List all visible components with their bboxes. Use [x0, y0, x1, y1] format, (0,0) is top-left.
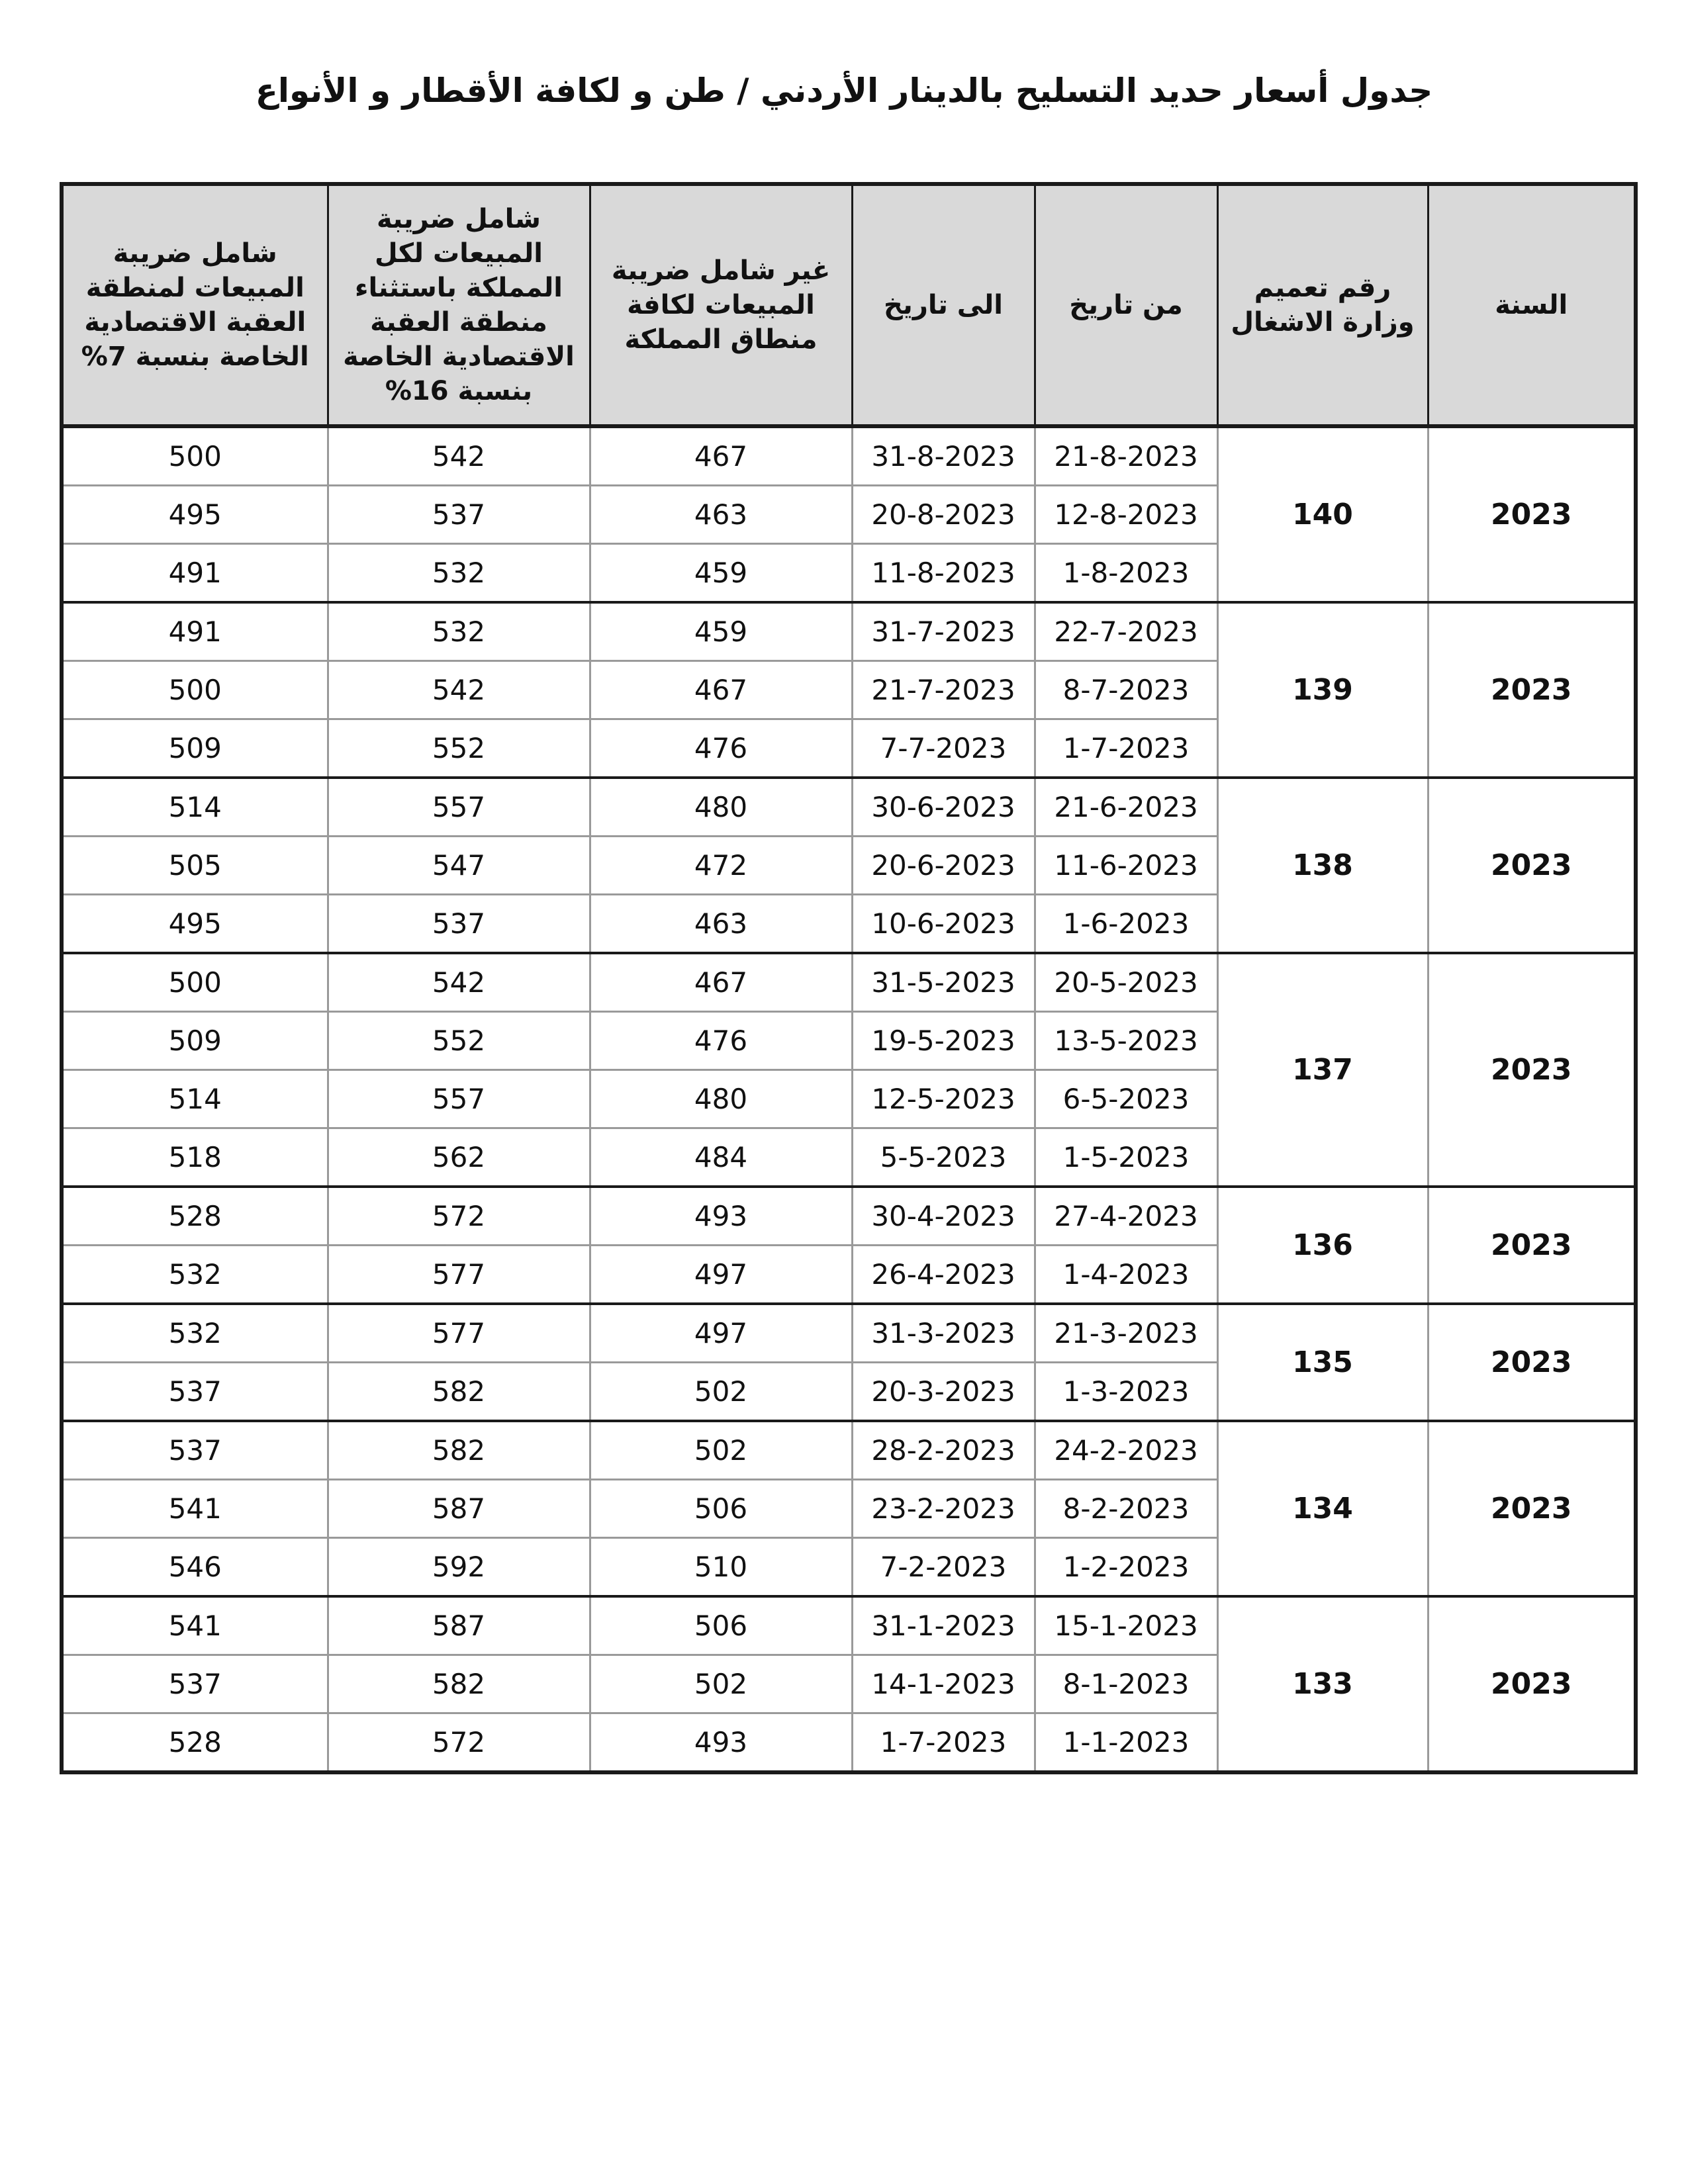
cell-price-tax-7-value: 518	[168, 1141, 222, 1173]
cell-from-date	[1035, 1304, 1217, 1363]
cell-price-tax-7-value: 532	[168, 1258, 222, 1291]
cell-price-tax-7	[62, 1421, 328, 1480]
cell-to-date-value: 31-7-2023	[871, 615, 1015, 648]
cell-price-no-tax-value: 497	[694, 1317, 748, 1349]
cell-to-date	[852, 1363, 1035, 1422]
cell-from-date-value: 8-7-2023	[1062, 674, 1190, 706]
cell-from-date-value: 13-5-2023	[1054, 1024, 1198, 1057]
cell-year: 2023	[1428, 1421, 1636, 1596]
cell-from-date	[1035, 602, 1217, 661]
cell-price-no-tax-value: 510	[694, 1551, 748, 1583]
cell-price-no-tax-value: 493	[694, 1726, 748, 1758]
cell-price-no-tax-value: 480	[694, 1083, 748, 1115]
cell-price-tax-16	[328, 1480, 590, 1538]
cell-from-date	[1035, 837, 1217, 895]
header-price-no-tax: غير شامل ضريبة المبيعات لكافة منطاق المملكة	[590, 184, 852, 426]
header-to-date: الى تاريخ	[852, 184, 1035, 426]
cell-price-no-tax	[590, 1070, 852, 1128]
cell-price-tax-16-value: 577	[432, 1317, 486, 1349]
cell-price-no-tax-value: 467	[694, 966, 748, 999]
cell-to-date	[852, 837, 1035, 895]
cell-price-no-tax-value: 472	[694, 849, 748, 882]
cell-from-date	[1035, 1363, 1217, 1422]
cell-price-tax-16	[328, 1713, 590, 1773]
cell-price-no-tax	[590, 1012, 852, 1070]
cell-price-tax-7	[62, 1187, 328, 1246]
cell-from-date-value: 1-7-2023	[1062, 732, 1190, 764]
cell-price-no-tax	[590, 837, 852, 895]
cell-price-tax-16-value: 542	[432, 966, 486, 999]
cell-circular-number: 138	[1217, 778, 1428, 953]
cell-from-date	[1035, 1596, 1217, 1655]
cell-price-no-tax	[590, 661, 852, 719]
page-title: جدول أسعار حديد التسليح بالدينار الأردني / طن و لكافة الأقطار و الأنواع	[255, 71, 1433, 110]
cell-price-tax-16	[328, 602, 590, 661]
cell-price-tax-16-value: 547	[432, 849, 486, 882]
cell-circular-number: 139	[1217, 602, 1428, 778]
header-price-tax-7: شامل ضريبة المبيعات لمنطقة العقبة الاقتصادية الخاصة بنسبة 7%	[62, 184, 328, 426]
cell-price-no-tax	[590, 953, 852, 1012]
cell-price-tax-7-value: 500	[168, 440, 222, 473]
cell-price-tax-16	[328, 1012, 590, 1070]
cell-price-tax-7-value: 532	[168, 1317, 222, 1349]
cell-from-date-value: 21-8-2023	[1054, 440, 1198, 473]
table-row	[62, 1421, 1636, 1480]
cell-price-no-tax	[590, 1187, 852, 1246]
cell-to-date-value: 20-3-2023	[871, 1375, 1015, 1408]
cell-from-date	[1035, 719, 1217, 778]
cell-price-tax-16-value: 572	[432, 1200, 486, 1232]
cell-circular-number: 140	[1217, 426, 1428, 602]
cell-price-no-tax-value: 484	[694, 1141, 748, 1173]
cell-price-tax-16-value: 537	[432, 907, 486, 940]
cell-price-tax-7	[62, 1655, 328, 1713]
cell-from-date	[1035, 1187, 1217, 1246]
cell-from-date	[1035, 661, 1217, 719]
cell-from-date	[1035, 1538, 1217, 1597]
cell-from-date-value: 1-4-2023	[1062, 1258, 1190, 1291]
cell-price-tax-7-value: 514	[168, 1083, 222, 1115]
cell-price-no-tax-value: 506	[694, 1492, 748, 1525]
cell-price-no-tax-value: 467	[694, 440, 748, 473]
cell-price-no-tax-value: 502	[694, 1668, 748, 1700]
cell-price-tax-7-value: 509	[168, 732, 222, 764]
cell-circular-number: 135	[1217, 1304, 1428, 1421]
cell-from-date	[1035, 778, 1217, 837]
cell-price-tax-16-value: 577	[432, 1258, 486, 1291]
cell-price-tax-7	[62, 895, 328, 954]
cell-to-date	[852, 1538, 1035, 1597]
cell-price-tax-7-value: 514	[168, 791, 222, 823]
cell-price-tax-16	[328, 1187, 590, 1246]
cell-price-tax-16-value: 537	[432, 498, 486, 531]
cell-from-date	[1035, 1421, 1217, 1480]
cell-from-date-value: 21-3-2023	[1054, 1317, 1198, 1349]
cell-price-tax-7-value: 495	[168, 907, 222, 940]
cell-to-date-value: 20-6-2023	[871, 849, 1015, 882]
cell-from-date	[1035, 426, 1217, 486]
cell-price-tax-7-value: 500	[168, 674, 222, 706]
cell-to-date-value: 31-5-2023	[871, 966, 1015, 999]
cell-price-tax-16	[328, 1596, 590, 1655]
cell-from-date-value: 1-5-2023	[1062, 1141, 1190, 1173]
cell-price-no-tax-value: 459	[694, 615, 748, 648]
cell-price-tax-16-value: 572	[432, 1726, 486, 1758]
cell-from-date	[1035, 953, 1217, 1012]
cell-price-no-tax	[590, 719, 852, 778]
cell-price-tax-16	[328, 661, 590, 719]
cell-price-no-tax-value: 476	[694, 732, 748, 764]
cell-to-date-value: 30-6-2023	[871, 791, 1015, 823]
cell-to-date-value: 7-7-2023	[880, 732, 1007, 764]
cell-price-tax-7	[62, 426, 328, 486]
header-price-tax-16: شامل ضريبة المبيعات لكل المملكة باستثناء منطقة العقبة الاقتصادية الخاصة بنسبة 16%	[328, 184, 590, 426]
header-circular: رقم تعميم وزارة الاشغال	[1217, 184, 1428, 426]
cell-price-no-tax-value: 493	[694, 1200, 748, 1232]
cell-to-date-value: 12-5-2023	[871, 1083, 1015, 1115]
cell-circular-number: 137	[1217, 953, 1428, 1187]
cell-price-no-tax-value: 463	[694, 498, 748, 531]
cell-price-tax-16	[328, 1246, 590, 1304]
cell-price-tax-16-value: 582	[432, 1668, 486, 1700]
cell-price-no-tax	[590, 778, 852, 837]
cell-price-tax-16-value: 557	[432, 1083, 486, 1115]
cell-to-date	[852, 661, 1035, 719]
cell-to-date-value: 10-6-2023	[871, 907, 1015, 940]
cell-from-date-value: 15-1-2023	[1054, 1610, 1198, 1642]
cell-price-tax-16	[328, 426, 590, 486]
cell-to-date-value: 14-1-2023	[871, 1668, 1015, 1700]
cell-to-date-value: 31-3-2023	[871, 1317, 1015, 1349]
cell-to-date-value: 23-2-2023	[871, 1492, 1015, 1525]
table-row	[62, 426, 1636, 486]
cell-to-date-value: 20-8-2023	[871, 498, 1015, 531]
cell-to-date	[852, 719, 1035, 778]
cell-year: 2023	[1428, 426, 1636, 602]
cell-year: 2023	[1428, 1304, 1636, 1421]
cell-price-tax-7	[62, 661, 328, 719]
cell-price-no-tax	[590, 1363, 852, 1422]
cell-price-no-tax-value: 506	[694, 1610, 748, 1642]
cell-to-date-value: 21-7-2023	[871, 674, 1015, 706]
cell-price-no-tax	[590, 1246, 852, 1304]
cell-year: 2023	[1428, 1187, 1636, 1304]
cell-price-tax-7-value: 528	[168, 1726, 222, 1758]
cell-to-date	[852, 602, 1035, 661]
cell-year: 2023	[1428, 953, 1636, 1187]
table-row	[62, 602, 1636, 661]
cell-price-tax-16	[328, 953, 590, 1012]
cell-price-tax-16-value: 532	[432, 615, 486, 648]
cell-price-tax-16	[328, 544, 590, 603]
cell-to-date	[852, 486, 1035, 544]
table-row	[62, 953, 1636, 1012]
price-table	[60, 182, 1638, 1774]
cell-circular-number: 136	[1217, 1187, 1428, 1304]
cell-from-date-value: 1-1-2023	[1062, 1726, 1190, 1758]
cell-from-date-value: 27-4-2023	[1054, 1200, 1198, 1232]
cell-price-tax-16	[328, 1538, 590, 1597]
cell-from-date-value: 20-5-2023	[1054, 966, 1198, 999]
cell-price-no-tax	[590, 544, 852, 603]
cell-price-tax-7	[62, 1128, 328, 1187]
cell-to-date-value: 1-7-2023	[880, 1726, 1007, 1758]
cell-from-date-value: 6-5-2023	[1062, 1083, 1190, 1115]
cell-year: 2023	[1428, 778, 1636, 953]
cell-price-tax-7	[62, 1480, 328, 1538]
cell-to-date-value: 31-1-2023	[871, 1610, 1015, 1642]
cell-price-tax-16	[328, 1421, 590, 1480]
cell-price-tax-7	[62, 602, 328, 661]
cell-price-tax-16-value: 562	[432, 1141, 486, 1173]
table-body	[62, 426, 1636, 1772]
cell-price-tax-7	[62, 1246, 328, 1304]
cell-from-date-value: 1-6-2023	[1062, 907, 1190, 940]
cell-price-tax-7-value: 505	[168, 849, 222, 882]
cell-price-tax-7	[62, 1363, 328, 1422]
cell-price-tax-7	[62, 1304, 328, 1363]
cell-price-no-tax-value: 502	[694, 1375, 748, 1408]
cell-circular-number: 133	[1217, 1596, 1428, 1772]
cell-price-tax-7-value: 541	[168, 1492, 222, 1525]
cell-price-tax-7	[62, 778, 328, 837]
cell-to-date	[852, 426, 1035, 486]
cell-to-date-value: 5-5-2023	[880, 1141, 1007, 1173]
cell-price-no-tax	[590, 1596, 852, 1655]
cell-from-date-value: 1-2-2023	[1062, 1551, 1190, 1583]
cell-price-tax-7	[62, 1596, 328, 1655]
cell-price-tax-16-value: 582	[432, 1434, 486, 1467]
cell-to-date	[852, 1070, 1035, 1128]
table-header-row	[62, 184, 1636, 426]
cell-price-no-tax	[590, 1538, 852, 1597]
cell-from-date	[1035, 1070, 1217, 1128]
cell-price-tax-16	[328, 1304, 590, 1363]
cell-to-date-value: 31-8-2023	[871, 440, 1015, 473]
cell-to-date	[852, 544, 1035, 603]
cell-from-date	[1035, 1012, 1217, 1070]
cell-price-tax-7-value: 491	[168, 615, 222, 648]
cell-price-tax-7	[62, 1070, 328, 1128]
cell-price-tax-16	[328, 1070, 590, 1128]
cell-from-date	[1035, 895, 1217, 954]
cell-to-date	[852, 1480, 1035, 1538]
cell-circular-number: 134	[1217, 1421, 1428, 1596]
cell-price-tax-16-value: 542	[432, 674, 486, 706]
cell-price-tax-16-value: 582	[432, 1375, 486, 1408]
cell-price-tax-7	[62, 1713, 328, 1773]
table-row	[62, 1596, 1636, 1655]
cell-price-no-tax	[590, 486, 852, 544]
cell-price-no-tax-value: 467	[694, 674, 748, 706]
cell-price-tax-16	[328, 837, 590, 895]
cell-price-tax-16-value: 587	[432, 1610, 486, 1642]
cell-from-date-value: 22-7-2023	[1054, 615, 1198, 648]
table-row	[62, 1187, 1636, 1246]
cell-price-no-tax	[590, 1480, 852, 1538]
cell-price-tax-7	[62, 544, 328, 603]
cell-to-date	[852, 778, 1035, 837]
cell-price-no-tax-value: 459	[694, 557, 748, 589]
cell-from-date	[1035, 1713, 1217, 1773]
cell-to-date-value: 19-5-2023	[871, 1024, 1015, 1057]
cell-to-date	[852, 1187, 1035, 1246]
cell-price-no-tax	[590, 1421, 852, 1480]
cell-to-date	[852, 1012, 1035, 1070]
cell-price-tax-7	[62, 719, 328, 778]
cell-to-date	[852, 1128, 1035, 1187]
cell-price-tax-16	[328, 1128, 590, 1187]
cell-price-tax-7-value: 541	[168, 1610, 222, 1642]
cell-to-date	[852, 1304, 1035, 1363]
cell-from-date-value: 1-3-2023	[1062, 1375, 1190, 1408]
cell-to-date-value: 7-2-2023	[880, 1551, 1007, 1583]
cell-price-tax-7-value: 509	[168, 1024, 222, 1057]
cell-price-tax-7	[62, 1538, 328, 1597]
cell-price-tax-16-value: 542	[432, 440, 486, 473]
cell-to-date-value: 30-4-2023	[871, 1200, 1015, 1232]
cell-to-date	[852, 1421, 1035, 1480]
cell-price-no-tax	[590, 1128, 852, 1187]
cell-price-no-tax-value: 497	[694, 1258, 748, 1291]
cell-to-date	[852, 953, 1035, 1012]
cell-price-tax-7	[62, 837, 328, 895]
cell-to-date	[852, 1655, 1035, 1713]
header-year: السنة	[1428, 184, 1636, 426]
cell-price-tax-7-value: 528	[168, 1200, 222, 1232]
cell-price-no-tax-value: 463	[694, 907, 748, 940]
cell-to-date-value: 26-4-2023	[871, 1258, 1015, 1291]
cell-price-no-tax	[590, 895, 852, 954]
cell-from-date	[1035, 1480, 1217, 1538]
cell-price-tax-7-value: 537	[168, 1434, 222, 1467]
cell-price-no-tax-value: 476	[694, 1024, 748, 1057]
cell-to-date	[852, 1596, 1035, 1655]
cell-price-tax-16-value: 552	[432, 732, 486, 764]
cell-from-date	[1035, 486, 1217, 544]
cell-from-date	[1035, 1128, 1217, 1187]
cell-price-tax-7-value: 537	[168, 1375, 222, 1408]
cell-from-date	[1035, 544, 1217, 603]
cell-year: 2023	[1428, 1596, 1636, 1772]
cell-price-tax-7-value: 537	[168, 1668, 222, 1700]
cell-price-tax-7	[62, 953, 328, 1012]
cell-price-no-tax-value: 480	[694, 791, 748, 823]
cell-price-tax-16-value: 532	[432, 557, 486, 589]
cell-price-tax-7-value: 546	[168, 1551, 222, 1583]
cell-price-tax-16-value: 557	[432, 791, 486, 823]
cell-price-tax-7	[62, 1012, 328, 1070]
cell-from-date	[1035, 1246, 1217, 1304]
cell-price-tax-7	[62, 486, 328, 544]
cell-price-no-tax	[590, 1655, 852, 1713]
cell-to-date	[852, 895, 1035, 954]
cell-price-no-tax	[590, 1713, 852, 1773]
cell-price-tax-7-value: 491	[168, 557, 222, 589]
cell-price-tax-16	[328, 1363, 590, 1422]
table-row	[62, 1304, 1636, 1363]
cell-from-date-value: 24-2-2023	[1054, 1434, 1198, 1467]
cell-price-no-tax	[590, 1304, 852, 1363]
cell-price-tax-16-value: 592	[432, 1551, 486, 1583]
table-row	[62, 778, 1636, 837]
cell-price-tax-16	[328, 486, 590, 544]
cell-from-date-value: 21-6-2023	[1054, 791, 1198, 823]
cell-price-no-tax	[590, 602, 852, 661]
cell-price-tax-16	[328, 778, 590, 837]
cell-price-no-tax	[590, 426, 852, 486]
cell-price-tax-16-value: 587	[432, 1492, 486, 1525]
cell-price-tax-16-value: 552	[432, 1024, 486, 1057]
cell-price-tax-16	[328, 1655, 590, 1713]
cell-from-date-value: 8-1-2023	[1062, 1668, 1190, 1700]
cell-from-date-value: 11-6-2023	[1054, 849, 1198, 882]
cell-price-tax-16	[328, 895, 590, 954]
cell-from-date-value: 12-8-2023	[1054, 498, 1198, 531]
cell-from-date	[1035, 1655, 1217, 1713]
cell-to-date	[852, 1246, 1035, 1304]
cell-from-date-value: 1-8-2023	[1062, 557, 1190, 589]
cell-price-tax-7-value: 495	[168, 498, 222, 531]
cell-to-date-value: 28-2-2023	[871, 1434, 1015, 1467]
cell-price-tax-16	[328, 719, 590, 778]
cell-to-date-value: 11-8-2023	[871, 557, 1015, 589]
cell-to-date	[852, 1713, 1035, 1773]
cell-price-tax-7-value: 500	[168, 966, 222, 999]
cell-price-no-tax-value: 502	[694, 1434, 748, 1467]
cell-from-date-value: 8-2-2023	[1062, 1492, 1190, 1525]
header-from-date: من تاريخ	[1035, 184, 1217, 426]
cell-year: 2023	[1428, 602, 1636, 778]
